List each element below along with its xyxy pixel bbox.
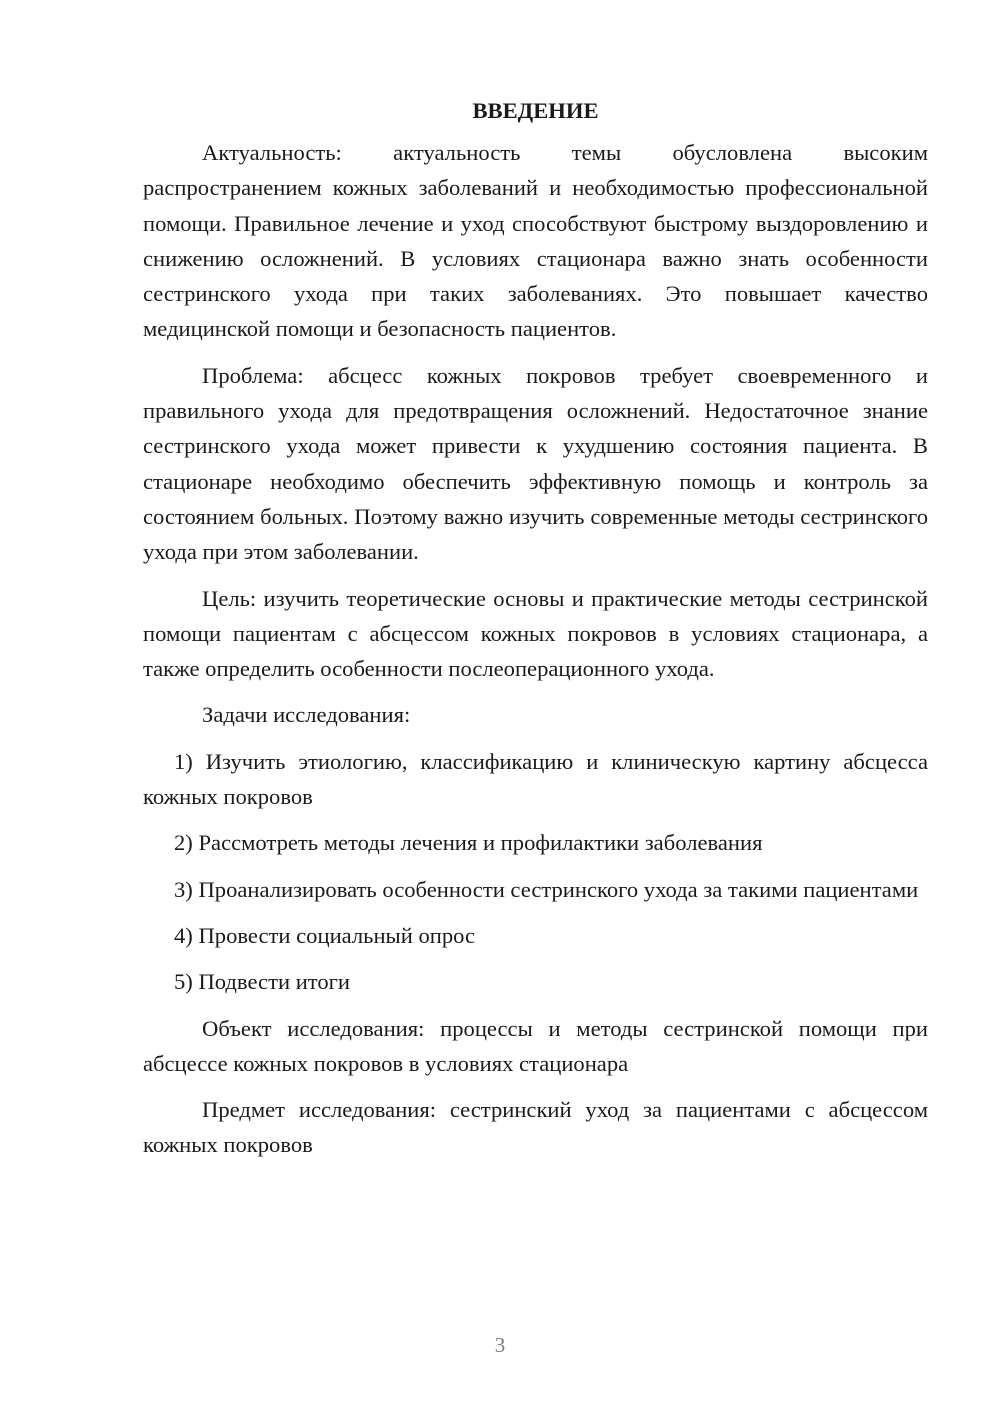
relevance-paragraph: Актуальность: актуальность темы обусловлена высоким распространением кожных заболеваний и необходимостью профессиональной помощи. Правильное лечение и уход способствуют быстрому выздоровлению и снижению осложнений. В условиях стационара важно знать особенности сестринского ухода при таких заболеваниях. Это повышает качество медицинской помощи и безопасность пациентов.	[143, 140, 928, 342]
problem-paragraph: Проблема: абсцесс кожных покровов требует своевременного и правильного ухода для предотвращения осложнений. Недостаточное знание сестринского ухода может привести к ухудшению состояния пациента. В стационаре необходимо обеспечить эффективную помощь и контроль за состоянием больных. Поэтому важно изучить современные методы сестринского ухода при этом заболевании.	[143, 362, 928, 565]
task-item-2: 2) Рассмотреть методы лечения и профилактики заболевания	[174, 830, 763, 856]
document-body	[143, 96, 928, 1174]
task-item-5: 5) Подвести итоги	[174, 969, 351, 995]
subject-paragraph: Предмет исследования: сестринский уход за пациентами с абсцессом кожных покровов	[143, 1097, 928, 1158]
task-item-1: 1) Изучить этиологию, классификацию и клиническую картину абсцесса кожных покровов	[143, 748, 928, 810]
task-item-3: 3) Проанализировать особенности сестринского ухода за такими пациентами	[174, 876, 919, 902]
object-paragraph: Объект исследования: процессы и методы сестринской помощи при абсцессе кожных покровов в условиях стационара	[143, 1015, 928, 1076]
goal-paragraph: Цель: изучить теоретические основы и практические методы сестринской помощи пациентам с абсцессом кожных покровов в условиях стационара, а также определить особенности послеоперационного ухода.	[143, 585, 928, 682]
tasks-heading: Задачи исследования:	[202, 702, 411, 728]
section-title: ВВЕДЕНИЕ	[472, 98, 599, 123]
task-item-4: 4) Провести социальный опрос	[174, 922, 476, 948]
page-number: 3	[494, 1333, 506, 1357]
